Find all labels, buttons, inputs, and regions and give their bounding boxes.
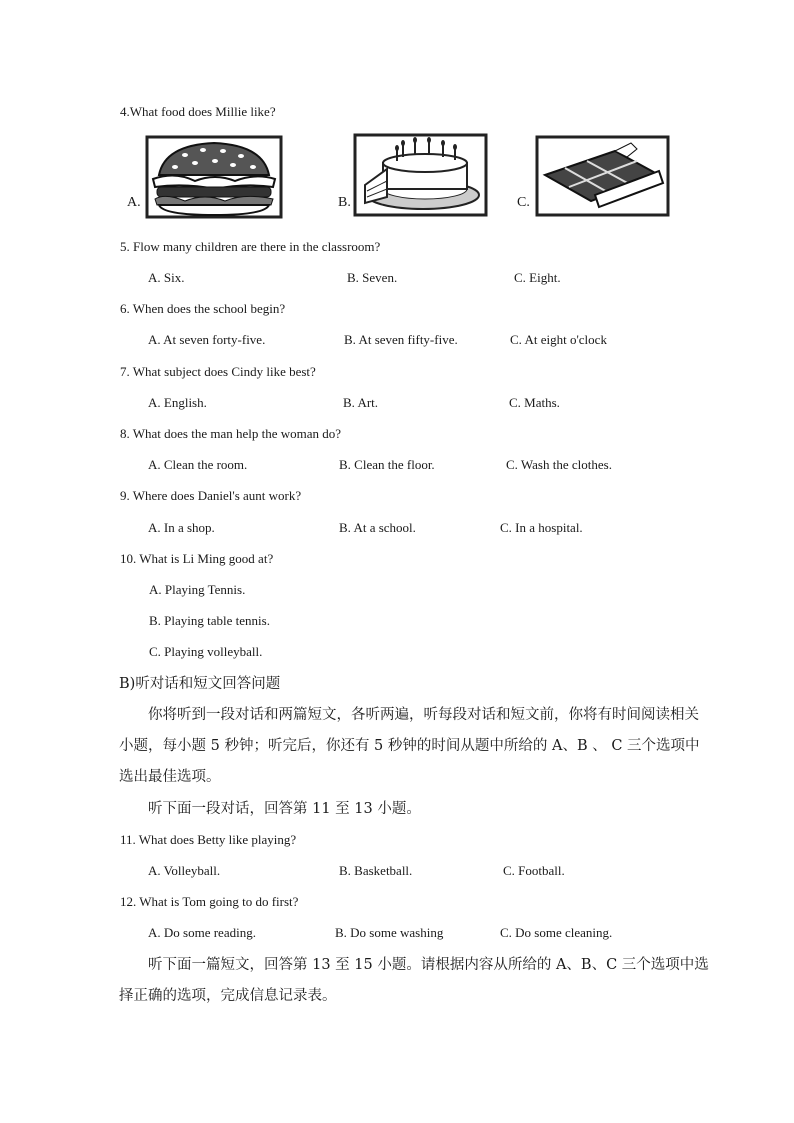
q7-option-b: B. Art. <box>343 395 379 410</box>
q12-option-b: B. Do some washing <box>335 925 444 940</box>
question-5: 5. Flow many children are there in the classroom? <box>120 239 381 254</box>
q8-option-c: C. Wash the clothes. <box>506 457 612 472</box>
option-b-letter: B. <box>338 195 351 210</box>
section-b-instructions-line-3: 选出最佳选项。 <box>119 769 221 785</box>
birthday-cake-icon <box>353 133 488 218</box>
q11-option-a: A. Volleyball. <box>148 863 221 878</box>
section-b-instructions-line-2: 小题，每小题 5 秒钟；听完后，你还有 5 秒钟的时间从题中所给的 A、B 、 C 三个选项中 <box>119 738 700 754</box>
question-11: 11. What does Betty like playing? <box>120 832 297 847</box>
question-4: 4.What food does Millie like? <box>120 104 276 119</box>
q7-option-c: C. Maths. <box>509 395 560 410</box>
q6-option-c: C. At eight o'clock <box>510 332 607 347</box>
q10-option-c: C. Playing volleyball. <box>149 644 263 659</box>
question-6: 6. When does the school begin? <box>120 301 286 316</box>
option-c-letter: C. <box>517 195 530 210</box>
question-10: 10. What is Li Ming good at? <box>120 551 274 566</box>
q12-option-c: C. Do some cleaning. <box>500 925 613 940</box>
question-9: 9. Where does Daniel's aunt work? <box>120 488 302 503</box>
q11-option-b: B. Basketball. <box>339 863 413 878</box>
question-12: 12. What is Tom going to do first? <box>120 894 299 909</box>
q5-option-c: C. Eight. <box>514 270 561 285</box>
dialogue-note: 听下面一段对话，回答第 11 至 13 小题。 <box>148 801 421 817</box>
q11-option-c: C. Football. <box>503 863 565 878</box>
section-b-heading: B)听对话和短文回答问题 <box>119 676 281 692</box>
hamburger-icon <box>145 135 283 220</box>
q6-option-a: A. At seven forty-five. <box>148 332 266 347</box>
q6-option-b: B. At seven fifty-five. <box>344 332 458 347</box>
option-a-letter: A. <box>127 195 141 210</box>
passage-note-line-2: 择正确的选项，完成信息记录表。 <box>119 988 337 1004</box>
q10-option-b: B. Playing table tennis. <box>149 613 270 628</box>
q12-option-a: A. Do some reading. <box>148 925 256 940</box>
q8-option-a: A. Clean the room. <box>148 457 248 472</box>
chocolate-bar-icon <box>535 135 670 217</box>
q7-option-a: A. English. <box>148 395 207 410</box>
question-7: 7. What subject does Cindy like best? <box>120 364 316 379</box>
q8-option-b: B. Clean the floor. <box>339 457 435 472</box>
q9-option-c: C. In a hospital. <box>500 520 583 535</box>
question-8: 8. What does the man help the woman do? <box>120 426 342 441</box>
passage-note-line-1: 听下面一篇短文，回答第 13 至 15 小题。请根据内容从所给的 A、B、C 三个选项中选 <box>148 957 709 973</box>
section-b-instructions-line-1: 你将听到一段对话和两篇短文，各听两遍，听每段对话和短文前，你将有时间阅读相关 <box>148 707 699 723</box>
q9-option-b: B. At a school. <box>339 520 416 535</box>
q9-option-a: A. In a shop. <box>148 520 215 535</box>
q5-option-a: A. Six. <box>148 270 185 285</box>
q5-option-b: B. Seven. <box>347 270 398 285</box>
q10-option-a: A. Playing Tennis. <box>149 582 246 597</box>
